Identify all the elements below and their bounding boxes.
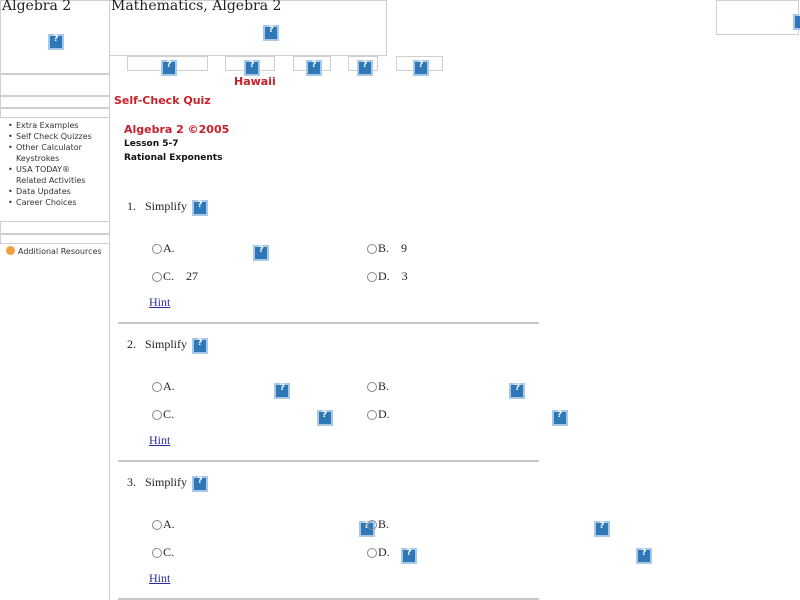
option-image-icon <box>274 383 290 399</box>
hint-link-3[interactable]: Hint <box>149 571 171 585</box>
radio-button[interactable] <box>367 382 377 392</box>
sidebar-item-usa-today[interactable]: • USA TODAY® Related Activities <box>8 164 92 186</box>
sidebar-item-extra-examples[interactable]: • Extra Examples <box>8 120 92 131</box>
sidebar-item-data-updates[interactable]: • Data Updates <box>8 186 92 197</box>
sidebar-box-5 <box>0 234 110 244</box>
option-2c[interactable]: C. <box>152 407 174 422</box>
broken-image-icon <box>413 60 429 76</box>
option-2d[interactable]: D. <box>367 407 390 422</box>
option-1c[interactable]: C. 27 <box>152 269 198 284</box>
question-1: 1. Simplify ? <box>127 199 208 216</box>
sidebar-menu <box>8 120 92 208</box>
question-divider <box>118 460 539 462</box>
sidebar-item-other-calculator[interactable]: • Other Calculator Keystrokes <box>8 142 92 164</box>
nav-button-1[interactable] <box>127 56 208 71</box>
broken-image-icon <box>306 60 322 76</box>
expression-image-icon <box>192 338 208 354</box>
broken-image-icon <box>244 60 260 76</box>
state-label: Hawaii <box>234 75 276 88</box>
left-title: Algebra 2 <box>2 0 72 14</box>
book-title: Algebra 2 ©2005 <box>124 123 230 136</box>
option-image-icon <box>253 245 269 261</box>
hint-link-2[interactable]: Hint <box>149 433 171 447</box>
orange-dot-icon <box>6 246 15 255</box>
option-image-icon <box>509 383 525 399</box>
radio-button[interactable] <box>152 244 162 254</box>
broken-image-icon <box>357 60 373 76</box>
radio-button[interactable] <box>152 548 162 558</box>
question-divider <box>118 322 539 324</box>
sidebar-box-4 <box>0 221 110 234</box>
radio-button[interactable] <box>367 272 377 282</box>
option-image-icon <box>594 521 610 537</box>
broken-image-icon <box>793 14 800 30</box>
lesson-label: Lesson 5-7 <box>124 139 179 149</box>
option-3a[interactable]: A. <box>152 517 175 532</box>
sidebar-box-3 <box>0 108 110 118</box>
question-2: 2. Simplify ? <box>127 337 208 354</box>
top-right-box <box>716 0 799 35</box>
sidebar-item-additional-resources[interactable]: Additional Resources <box>6 246 102 256</box>
broken-image-icon <box>263 25 279 41</box>
broken-image-icon <box>48 34 64 50</box>
expression-image-icon <box>192 476 208 492</box>
option-image-icon <box>636 548 652 564</box>
option-image-icon <box>401 548 417 564</box>
nav-button-3[interactable] <box>293 56 331 71</box>
hint-link-1[interactable]: Hint <box>149 295 171 309</box>
topic-label: Rational Exponents <box>124 153 223 163</box>
sidebar-item-career-choices[interactable]: • Career Choices <box>8 197 92 208</box>
radio-button[interactable] <box>152 410 162 420</box>
sidebar-box-2 <box>0 96 110 108</box>
nav-button-2[interactable] <box>225 56 275 71</box>
option-1a[interactable]: A. <box>152 241 175 256</box>
radio-button[interactable] <box>152 272 162 282</box>
nav-button-5[interactable] <box>396 56 443 71</box>
sidebar-box-1 <box>0 74 110 96</box>
page-title: Self-Check Quiz <box>114 94 211 107</box>
nav-button-4[interactable] <box>348 56 378 71</box>
option-image-icon <box>552 410 568 426</box>
broken-image-icon <box>161 60 177 76</box>
radio-button[interactable] <box>367 520 377 530</box>
radio-button[interactable] <box>367 244 377 254</box>
sidebar-item-self-check-quizzes[interactable]: • Self Check Quizzes <box>8 131 92 142</box>
option-3d[interactable]: D. <box>367 545 390 560</box>
main-title: Mathematics, Algebra 2 <box>111 0 282 14</box>
option-3c[interactable]: C. <box>152 545 174 560</box>
radio-button[interactable] <box>367 410 377 420</box>
option-1b[interactable]: B. 9 <box>367 241 407 256</box>
option-2b[interactable]: B. <box>367 379 389 394</box>
option-3b[interactable]: B. <box>367 517 389 532</box>
option-2a[interactable]: A. <box>152 379 175 394</box>
radio-button[interactable] <box>152 520 162 530</box>
question-3: 3. Simplify ? <box>127 475 208 492</box>
option-image-icon <box>317 410 333 426</box>
radio-button[interactable] <box>152 382 162 392</box>
radio-button[interactable] <box>367 548 377 558</box>
expression-image-icon <box>192 200 208 216</box>
option-1d[interactable]: D. 3 <box>367 269 408 284</box>
